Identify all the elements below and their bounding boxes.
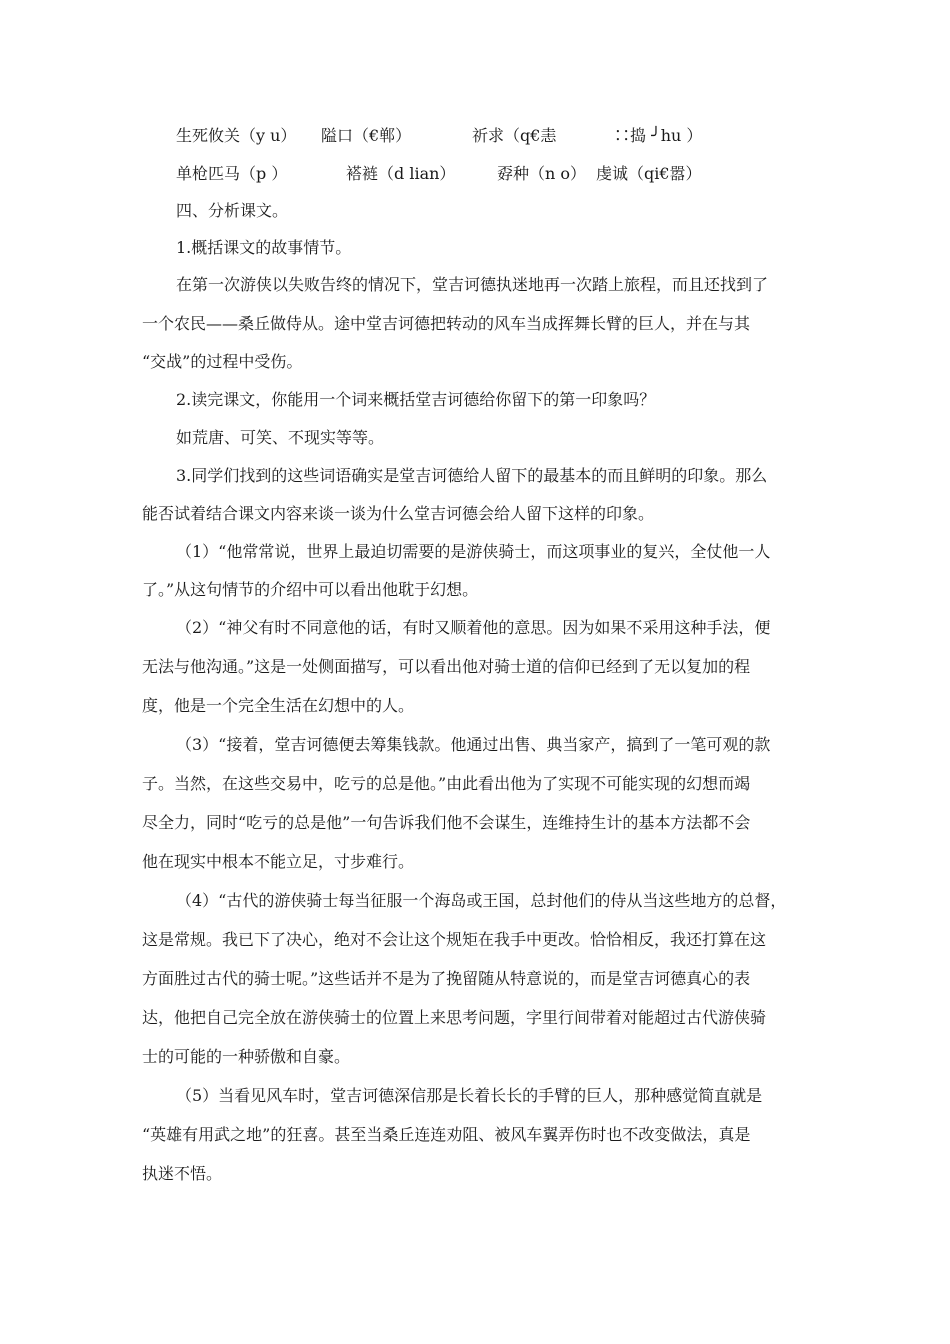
point-2-line: （2）“神父有时不同意他的话，有时又顺着他的意思。因为如果不采用这种手法，便 — [176, 618, 771, 637]
question-1: 1.概括课文的故事情节。 — [176, 238, 352, 257]
vocab-row-1 — [0, 126, 950, 146]
point-3-line: 尽全力，同时“吃亏的总是他”一句告诉我们他不会谋生，连维持生计的基本方法都不会 — [142, 813, 751, 832]
vocab-item: 生死攸关（y u） — [176, 126, 297, 145]
answer-line: 如荒唐、可笑、不现实等等。 — [176, 428, 385, 447]
point-5-line: 执迷不悟。 — [142, 1164, 223, 1183]
vocab-item: 虔诚（qi€嚣） — [596, 164, 702, 183]
answer-line: 在第一次游侠以失败告终的情况下，堂吉诃德执迷地再一次踏上旅程，而且还找到了 — [176, 275, 769, 294]
vocab-item: 孬种（n o） — [497, 164, 587, 183]
point-4-line: 方面胜过古代的骑士呢。”这些话并不是为了挽留随从特意说的，而是堂吉诃德真心的表 — [142, 969, 751, 988]
question-2: 2.读完课文，你能用一个词来概括堂吉诃德给你留下的第一印象吗？ — [176, 390, 656, 409]
question-3: 3.同学们找到的这些词语确实是堂吉诃德给人留下的最基本的而且鲜明的印象。那么 — [176, 466, 768, 485]
point-2-line: 无法与他沟通。”这是一处侧面描写，可以看出他对骑士道的信仰已经到了无以复加的程 — [142, 657, 751, 676]
point-4-line: 这是常规。我已下了决心，绝对不会让这个规矩在我手中更改。恰恰相反，我还打算在这 — [142, 930, 767, 949]
vocab-row-2 — [0, 164, 950, 184]
point-1-line: （1）“他常常说，世界上最迫切需要的是游侠骑士，而这项事业的复兴，全仗他一人 — [176, 542, 771, 561]
section-title: 四、分析课文。 — [176, 201, 289, 220]
answer-line: 一个农民——桑丘做侍从。途中堂吉诃德把转动的风车当成挥舞长臂的巨人，并在与其 — [142, 314, 751, 333]
question-3-cont: 能否试着结合课文内容来谈一谈为什么堂吉诃德会给人留下这样的印象。 — [142, 504, 655, 523]
vocab-item: 隘口（€郸） — [321, 126, 412, 145]
point-4-line: 士的可能的一种骄傲和自豪。 — [142, 1047, 351, 1066]
point-5-line: “英雄有用武之地”的狂喜。甚至当桑丘连连劝阻、被风车翼弄伤时也不改变做法，真是 — [142, 1125, 751, 1144]
point-5-line: （5）当看见风车时，堂吉诃德深信那是长着长长的手臂的巨人，那种感觉简直就是 — [176, 1086, 763, 1105]
vocab-item: 褡裢（d lian） — [346, 164, 456, 183]
vocab-item: 祈求（q€恚 — [472, 126, 557, 145]
point-1-line: 了。”从这句情节的介绍中可以看出他耽于幻想。 — [142, 580, 479, 599]
vocab-item: 单枪匹马（p ） — [176, 164, 288, 183]
answer-line: “交战”的过程中受伤。 — [142, 352, 303, 371]
vocab-item: ∷捣 ╯hu ） — [614, 126, 703, 145]
point-3-line: 他在现实中根本不能立足，寸步难行。 — [142, 852, 415, 871]
point-3-line: （3）“接着，堂吉诃德便去筹集钱款。他通过出售、典当家产，搞到了一笔可观的款 — [176, 735, 771, 754]
point-4-line: 达，他把自己完全放在游侠骑士的位置上来思考问题，字里行间带着对能超过古代游侠骑 — [142, 1008, 767, 1027]
point-2-line: 度，他是一个完全生活在幻想中的人。 — [142, 696, 415, 715]
point-3-line: 子。当然，在这些交易中，吃亏的总是他。”由此看出他为了实现不可能实现的幻想而竭 — [142, 774, 751, 793]
point-4-line: （4）“古代的游侠骑士每当征服一个海岛或王国，总封他们的侍从当这些地方的总督， — [176, 891, 787, 910]
